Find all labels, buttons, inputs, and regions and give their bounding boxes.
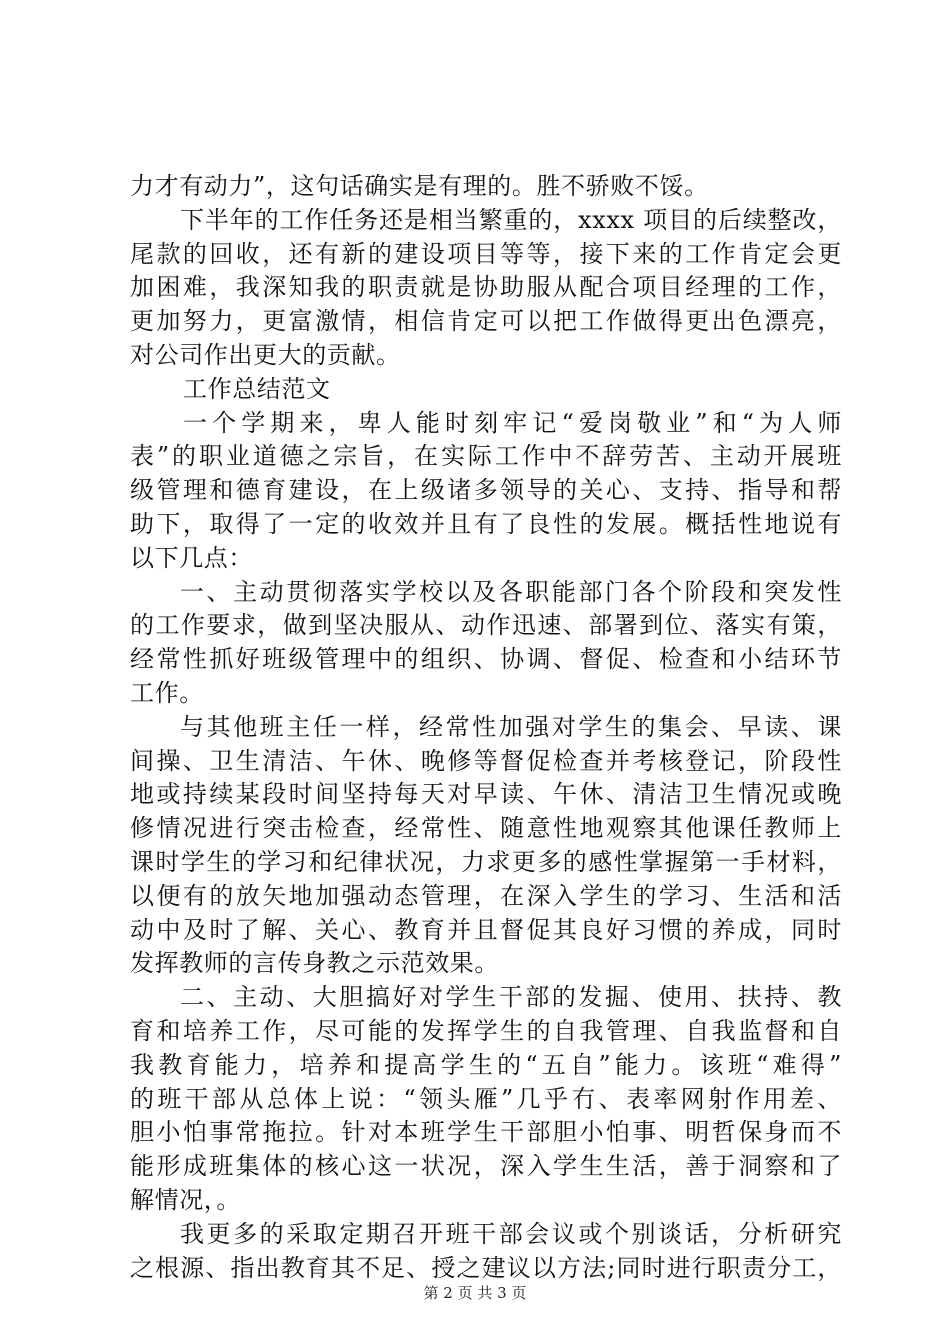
- text-line: 工作总结范文: [183, 374, 331, 403]
- text-line: 级管理和德育建设，在上级诸多领导的关心、支持、指导和帮: [130, 476, 842, 505]
- text-line: 的工作要求，做到坚决服从、动作迅速、部署到位、落实有策，: [130, 611, 842, 640]
- text-line: 与其他班主任一样，经常性加强对学生的集会、早读、课: [180, 712, 842, 741]
- text-line: 我更多的采取定期召开班干部会议或个别谈话，分析研究: [180, 1219, 842, 1248]
- text-line: 尾款的回收，还有新的建设项目等等，接下来的工作肯定会更: [130, 239, 842, 268]
- text-line: 加困难，我深知我的职责就是协助服从配合项目经理的工作，: [130, 273, 842, 302]
- text-line: 工作。: [130, 678, 204, 707]
- text-line: 之根源、指出教育其不足、授之建议以方法;同时进行职责分工，: [130, 1253, 842, 1282]
- text-line: 课时学生的学习和纪律状况，力求更多的感性掌握第一手材料，: [130, 847, 842, 876]
- document-body: [130, 170, 842, 1285]
- text-line: 能形成班集体的核心这一状况，深入学生生活，善于洞察和了: [130, 1152, 842, 1181]
- text-line: 解情况，。: [130, 1185, 241, 1214]
- text-line: 经常性抓好班级管理中的组织、协调、督促、检查和小结环节: [130, 645, 842, 674]
- text-line: 的班干部从总体上说：“领头雁”几乎冇、表率网射作用差、: [130, 1084, 842, 1113]
- text-line: 一个学期来，卑人能时刻牢记“爱岗敬业”和“为人师: [183, 408, 842, 437]
- page-footer: 第 2 页 共 3 页: [423, 1284, 527, 1302]
- text-line: 我教育能力，培养和提高学生的“五自”能力。该班“难得”: [130, 1050, 842, 1079]
- text-line: 一、主动贯彻落实学校以及各职能部门各个阶段和突发性: [180, 577, 842, 606]
- text-line: 间操、卫生清洁、午休、晚修等督促检查并考核登记，阶段性: [130, 746, 842, 775]
- text-line: 更加努力，更富激情，相信肯定可以把工作做得更出色漂亮，: [130, 307, 842, 336]
- text-line: 力才有动力”，这句话确实是有理的。胜不骄败不馁。: [130, 172, 709, 200]
- text-line: 对公司作出更大的贡献。: [130, 340, 401, 369]
- text-line: 下半年的工作任务还是相当繁重的，xxxx 项目的后续整改，: [180, 205, 842, 234]
- text-line: 胆小怕事常拖拉。针对本班学生干部胆小怕事、明哲保身而不: [130, 1118, 842, 1147]
- text-line: 助下，取得了一定的收效并且有了良性的发展。概括性地说有: [130, 509, 842, 538]
- text-line: 以下几点：: [130, 543, 253, 572]
- text-line: 发挥教师的言传身教之示范效果。: [130, 949, 499, 978]
- text-line: 修情况进行突击检查，经常性、随意性地观察其他课任教师上: [130, 814, 842, 843]
- text-line: 育和培养工作，尽可能的发挥学生的自我管理、自我监督和自: [130, 1016, 842, 1045]
- text-line: 二、主动、大胆搞好对学生干部的发掘、使用、扶持、教: [180, 983, 842, 1012]
- text-line: 动中及时了解、关心、教育并且督促其良好习惯的养成，同时: [130, 915, 842, 944]
- text-line: 表”的职业道德之宗旨，在实际工作中不辞劳苦、主动开展班: [130, 442, 842, 471]
- text-line: 地或持续某段时间坚持每天对早读、午休、清洁卫生情况或晚: [130, 780, 842, 809]
- text-line: 以便有的放矢地加强动态管理，在深入学生的学习、生活和活: [130, 881, 842, 910]
